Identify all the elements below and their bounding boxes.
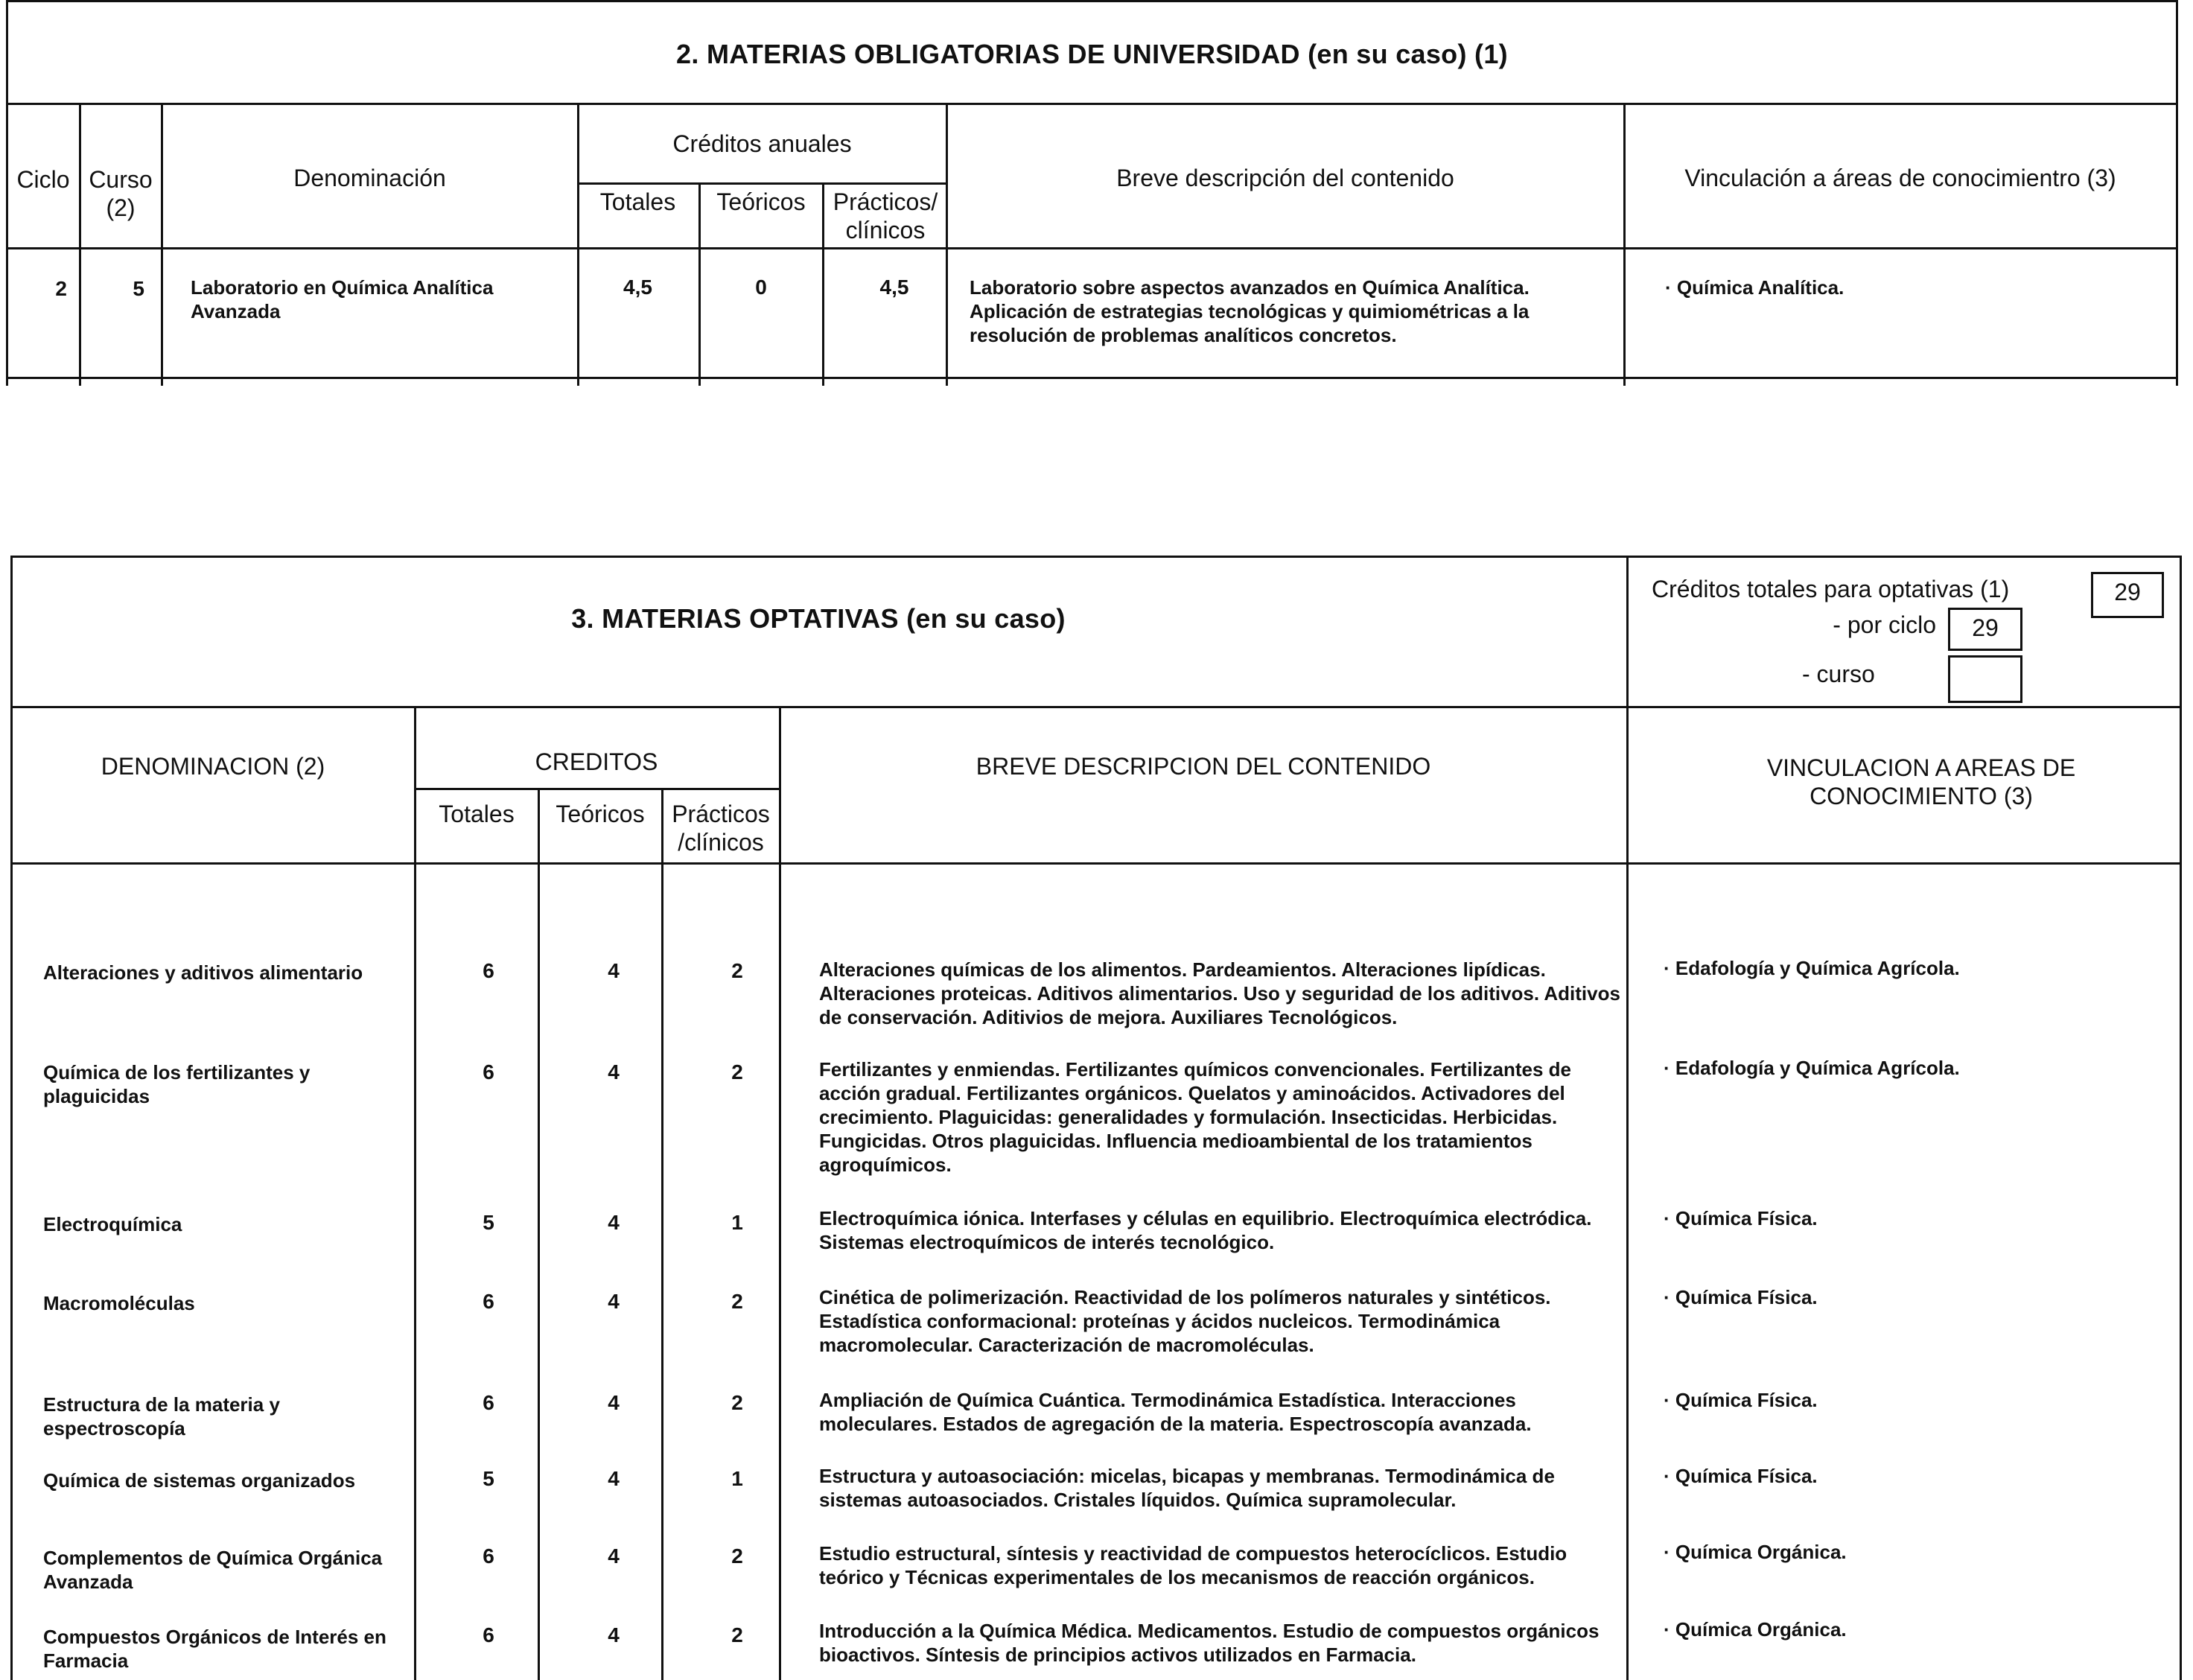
cell-descripcion: Estructura y autoasociación: micelas, bicapas y membranas. Termodinámica de sistemas autoasociados. Cristales líquidos. Química supramolecular. — [819, 1465, 1555, 1511]
header-curso — [80, 165, 161, 222]
rule — [577, 182, 947, 185]
cell-teoricos: 4 — [608, 1623, 620, 1646]
cell-vinculacion: · Química Analítica. — [1665, 276, 1845, 299]
cell-vinculacion: · Química Física. — [1664, 1465, 1818, 1487]
cell-denominacion: Laboratorio en Química Analítica Avanzada — [191, 276, 494, 322]
cell-practicos: 2 — [731, 1060, 743, 1084]
por-ciclo-label: - por ciclo — [1833, 611, 1936, 638]
cell-descripcion: Ampliación de Química Cuántica. Termodinámica Estadística. Interacciones moleculares. Estados de agregación de la materia. Espectroscopía avanzada. — [819, 1389, 1532, 1435]
cell-denominacion: Química de sistemas organizados — [43, 1469, 356, 1492]
cell-totales: 6 — [483, 1060, 494, 1084]
cell-vinculacion: · Química Orgánica. — [1664, 1618, 1847, 1641]
header-denominacion: Denominación — [293, 165, 446, 191]
cell-totales: 6 — [483, 1290, 494, 1313]
cell-descripcion: Alteraciones químicas de los alimentos. Pardeamientos. Alteraciones lipídicas. Alteraciones proteicas. Aditivos alimentarios. Uso y seguridad de los aditivos. Aditivos de conservación. Aditivios de mejora. Auxiliares Tecnológicos. — [819, 958, 1620, 1028]
rule — [10, 556, 2182, 558]
por-ciclo-value: 29 — [1972, 614, 1999, 641]
cell-denominacion: Alteraciones y aditivos alimentario — [43, 961, 363, 984]
cell-descripcion: Introducción a la Química Médica. Medicamentos. Estudio de compuestos orgánicos bioactivos. Síntesis de principios activos utilizados en Farmacia. — [819, 1620, 1600, 1666]
header-totales: Totales — [439, 801, 515, 827]
cell-teoricos: 4 — [608, 1467, 620, 1490]
header-practicos-line2: clínicos — [845, 217, 926, 244]
creditos-totales-box — [2091, 572, 2164, 618]
cell-teoricos: 4 — [608, 1290, 620, 1313]
cell-practicos: 2 — [731, 1290, 743, 1313]
cell-ciclo: 2 — [55, 277, 67, 300]
cell-practicos: 2 — [731, 1544, 743, 1568]
header-practicos-line1: Prácticos — [672, 801, 770, 827]
header-creditos: CREDITOS — [535, 748, 658, 775]
cell-denominacion: Macromoléculas — [43, 1292, 195, 1314]
cell-totales: 6 — [483, 1623, 494, 1646]
rule — [6, 377, 2178, 379]
rule — [10, 706, 2182, 708]
cell-teoricos: 4 — [608, 959, 620, 982]
cell-denominacion: Electroquímica — [43, 1213, 182, 1235]
rule — [6, 247, 2178, 249]
cell-vinculacion: · Edafología y Química Agrícola. — [1664, 1057, 1960, 1079]
header-ciclo: Ciclo — [16, 166, 70, 193]
cell-vinculacion: · Edafología y Química Agrícola. — [1664, 957, 1960, 979]
rule — [779, 706, 781, 1680]
rule — [161, 103, 163, 386]
rule — [1623, 103, 1626, 386]
header-vinculacion: VINCULACION A AREAS DE CONOCIMIENTO (3) — [1766, 754, 2076, 809]
cell-descripcion: Estudio estructural, síntesis y reactividad de compuestos heterocíclicos. Estudio teórico y Técnicas experimentales de los mecanismos de reacción orgánicos. — [819, 1542, 1567, 1588]
cell-teoricos: 4 — [608, 1211, 620, 1234]
rule — [6, 103, 2178, 105]
por-ciclo-box — [1948, 608, 2022, 651]
cell-practicos: 1 — [731, 1467, 743, 1490]
cell-totales: 5 — [483, 1467, 494, 1490]
header-practicos-line1: Prácticos/ — [833, 188, 938, 215]
header-practicos-line2: /clínicos — [678, 829, 764, 856]
table-2-title: 2. MATERIAS OBLIGATORIAS DE UNIVERSIDAD (en su caso) (1) — [676, 39, 1508, 69]
header-teoricos: Teóricos — [556, 801, 645, 827]
header-curso-label: Curso — [89, 166, 153, 193]
table-3-title: 3. MATERIAS OPTATIVAS (en su caso) — [571, 603, 1066, 634]
cell-descripcion: Electroquímica iónica. Interfases y células en equilibrio. Electroquímica electródica. Sistemas electroquímicos de interés tecnológico. — [819, 1207, 1592, 1253]
cell-denominacion: Estructura de la materia y espectroscopía — [43, 1393, 280, 1439]
rule — [79, 103, 81, 386]
cell-totales: 5 — [483, 1211, 494, 1234]
rule — [6, 0, 2178, 2]
cell-practicos: 2 — [731, 1623, 743, 1646]
cell-vinculacion: · Química Orgánica. — [1664, 1541, 1847, 1563]
header-totales: Totales — [599, 188, 676, 215]
cell-teoricos: 4 — [608, 1391, 620, 1414]
curso-label: - curso — [1802, 661, 1875, 687]
rule — [10, 862, 2182, 865]
creditos-totales-label: Créditos totales para optativas (1) — [1652, 576, 2010, 602]
cell-denominacion: Química de los fertilizantes y plaguicidas — [43, 1061, 311, 1107]
header-denominacion: DENOMINACION (2) — [101, 753, 325, 780]
cell-vinculacion: · Química Física. — [1664, 1286, 1818, 1308]
header-creditos-anuales: Créditos anuales — [672, 130, 852, 157]
cell-descripcion: Fertilizantes y enmiendas. Fertilizantes químicos convencionales. Fertilizantes de acción gradual. Fertilizantes orgánicos. Quelatos y aminoácidos. Activadores del crecimiento. Plaguicidas: generalidades y formulación. Insecticidas. Herbicidas. Fungicidas. Otros plaguicidas. Influencia medioambiental de los tratamientos agroquímicos. — [819, 1058, 1571, 1176]
header-descripcion: BREVE DESCRIPCION DEL CONTENIDO — [975, 753, 1431, 780]
cell-practicos: 2 — [731, 1391, 743, 1414]
cell-practicos: 2 — [731, 959, 743, 982]
cell-practicos: 1 — [731, 1211, 743, 1234]
rule — [10, 556, 13, 1680]
cell-vinculacion: · Química Física. — [1664, 1207, 1818, 1229]
cell-totales: 6 — [483, 1544, 494, 1568]
cell-curso: 5 — [133, 277, 144, 300]
rule — [2180, 556, 2182, 1680]
creditos-totales-value: 29 — [2114, 579, 2141, 605]
header-teoricos: Teóricos — [716, 188, 806, 215]
rule — [414, 706, 416, 1680]
header-vinculacion: Vinculación a áreas de conocimientro (3) — [1684, 165, 2116, 191]
cell-practicos: 4,5 — [879, 276, 909, 299]
cell-totales: 4,5 — [623, 276, 652, 299]
cell-descripcion: Cinética de polimerización. Reactividad de los polímeros naturales y sintéticos. Estadística conformacional: proteínas y ácidos nucleicos. Termodinámica macromolecular. Caracterización de macromoléculas. — [819, 1286, 1551, 1356]
header-practicos — [824, 188, 947, 244]
cell-teoricos: 4 — [608, 1060, 620, 1084]
cell-teoricos: 4 — [608, 1544, 620, 1568]
header-descripcion: Breve descripción del contenido — [1116, 165, 1454, 191]
cell-teoricos: 0 — [755, 276, 767, 299]
header-practicos — [663, 800, 779, 856]
cell-vinculacion: · Química Física. — [1664, 1389, 1818, 1411]
cell-totales: 6 — [483, 1391, 494, 1414]
cell-denominacion: Compuestos Orgánicos de Interés en Farmacia — [43, 1626, 386, 1672]
header-curso-note: (2) — [106, 194, 136, 221]
cell-denominacion: Complementos de Química Orgánica Avanzada — [43, 1547, 383, 1593]
rule — [414, 788, 779, 790]
cell-totales: 6 — [483, 959, 494, 982]
curso-box — [1948, 655, 2022, 703]
cell-descripcion: Laboratorio sobre aspectos avanzados en Química Analítica. Aplicación de estrategias tecnológicas y quimiométricas a la resolución de problemas analíticos concretos. — [970, 276, 1530, 346]
rule — [1626, 556, 1629, 1680]
